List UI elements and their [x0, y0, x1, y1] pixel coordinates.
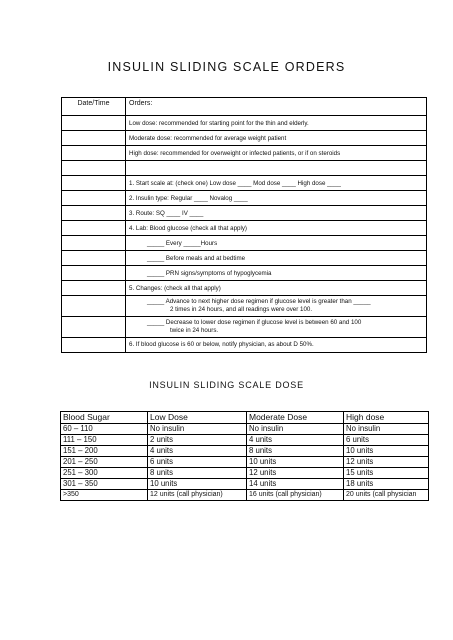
- blood-sugar-cell: >350: [61, 490, 148, 501]
- header-moderate-dose: Moderate Dose: [247, 412, 344, 424]
- moderate-dose-cell: 8 units: [247, 446, 344, 457]
- dose-table: [60, 411, 429, 501]
- table-row: [61, 435, 429, 446]
- date-time-header: [62, 98, 126, 116]
- date-cell[interactable]: [62, 317, 126, 338]
- table-row: [61, 468, 429, 479]
- page-title: INSULIN SLIDING SCALE ORDERS: [107, 60, 346, 74]
- order-item-2: 2. Insulin type: Regular ____ Novalog ____: [129, 195, 248, 202]
- date-cell[interactable]: [62, 161, 126, 176]
- high-dose-note: High dose: recommended for overweight or infected patients, or if on steroids: [129, 150, 341, 157]
- date-cell[interactable]: [62, 191, 126, 206]
- moderate-dose-cell: No insulin: [247, 424, 344, 435]
- table-row: [61, 424, 429, 435]
- blood-sugar-cell: 251 – 300: [61, 468, 148, 479]
- date-cell[interactable]: [62, 176, 126, 191]
- moderate-dose-cell: 16 units (call physician): [247, 490, 344, 501]
- orders-header: [126, 98, 427, 116]
- order-item-1: 1. Start scale at: (check one) Low dose ____ Mod dose ____ High dose ____: [129, 180, 341, 187]
- date-cell[interactable]: [62, 251, 126, 266]
- low-dose-cell: 8 units: [148, 468, 247, 479]
- high-dose-cell: 6 units: [344, 435, 429, 446]
- low-dose-cell: 6 units: [148, 457, 247, 468]
- date-cell[interactable]: [62, 221, 126, 236]
- order-item-4c: _____ PRN signs/symptoms of hypoglycemia: [147, 270, 272, 277]
- low-dose-cell: No insulin: [148, 424, 247, 435]
- low-dose-note: Low dose: recommended for starting point for the thin and elderly.: [129, 120, 309, 127]
- low-dose-cell: 4 units: [148, 446, 247, 457]
- moderate-dose-cell: 12 units: [247, 468, 344, 479]
- order-item-5a: _____ Advance to next higher dose regimen if glucose level is greater than _____: [147, 298, 371, 305]
- moderate-dose-cell: 14 units: [247, 479, 344, 490]
- order-item-6: 6. If blood glucose is 60 or below, notify physician, as about D 50%.: [129, 341, 314, 348]
- high-dose-cell: 15 units: [344, 468, 429, 479]
- date-cell[interactable]: [62, 338, 126, 353]
- order-item-5a-continued: 2 times in 24 hours, and all readings were over 100.: [170, 306, 313, 313]
- high-dose-cell: 12 units: [344, 457, 429, 468]
- date-time-header-label: Date/Time: [77, 100, 110, 107]
- dose-table-title: INSULIN SLIDING SCALE DOSE: [149, 380, 304, 390]
- header-blood-sugar: Blood Sugar: [61, 412, 148, 424]
- date-cell[interactable]: [62, 266, 126, 281]
- moderate-dose-cell: 10 units: [247, 457, 344, 468]
- header-low-dose: Low Dose: [148, 412, 247, 424]
- date-cell[interactable]: [62, 281, 126, 296]
- date-cell[interactable]: [62, 131, 126, 146]
- table-row: [61, 490, 429, 501]
- order-item-4a: _____ Every _____Hours: [147, 240, 218, 247]
- high-dose-cell: 20 units (call physician: [344, 490, 429, 501]
- order-item-5b: _____ Decrease to lower dose regimen if glucose level is between 60 and 100: [147, 319, 362, 326]
- low-dose-cell: 10 units: [148, 479, 247, 490]
- high-dose-cell: No insulin: [344, 424, 429, 435]
- order-item-5: 5. Changes: (check all that apply): [129, 285, 221, 292]
- date-cell[interactable]: [62, 296, 126, 317]
- high-dose-cell: 18 units: [344, 479, 429, 490]
- header-high-dose: High dose: [344, 412, 429, 424]
- low-dose-cell: 2 units: [148, 435, 247, 446]
- orders-header-label: Orders:: [129, 100, 153, 107]
- blood-sugar-cell: 301 – 350: [61, 479, 148, 490]
- moderate-dose-note: Moderate dose: recommended for average weight patient: [129, 135, 287, 142]
- date-cell[interactable]: [62, 236, 126, 251]
- table-row: [61, 446, 429, 457]
- high-dose-cell: 10 units: [344, 446, 429, 457]
- blood-sugar-cell: 151 – 200: [61, 446, 148, 457]
- low-dose-cell: 12 units (call physician): [148, 490, 247, 501]
- table-row: [61, 479, 429, 490]
- blank-order-cell[interactable]: [126, 161, 427, 176]
- order-item-3: 3. Route: SQ ____ IV ____: [129, 210, 204, 217]
- order-item-5b-continued: twice in 24 hours.: [170, 327, 219, 334]
- blood-sugar-cell: 111 – 150: [61, 435, 148, 446]
- date-cell[interactable]: [62, 146, 126, 161]
- orders-table: [61, 97, 427, 353]
- order-item-4: 4. Lab: Blood glucose (check all that apply): [129, 225, 247, 232]
- moderate-dose-cell: 4 units: [247, 435, 344, 446]
- dose-table-header-row: [61, 412, 429, 424]
- blood-sugar-cell: 201 – 250: [61, 457, 148, 468]
- date-cell[interactable]: [62, 116, 126, 131]
- blood-sugar-cell: 60 – 110: [61, 424, 148, 435]
- date-cell[interactable]: [62, 206, 126, 221]
- order-item-4b: _____ Before meals and at bedtime: [147, 255, 246, 262]
- table-row: [61, 457, 429, 468]
